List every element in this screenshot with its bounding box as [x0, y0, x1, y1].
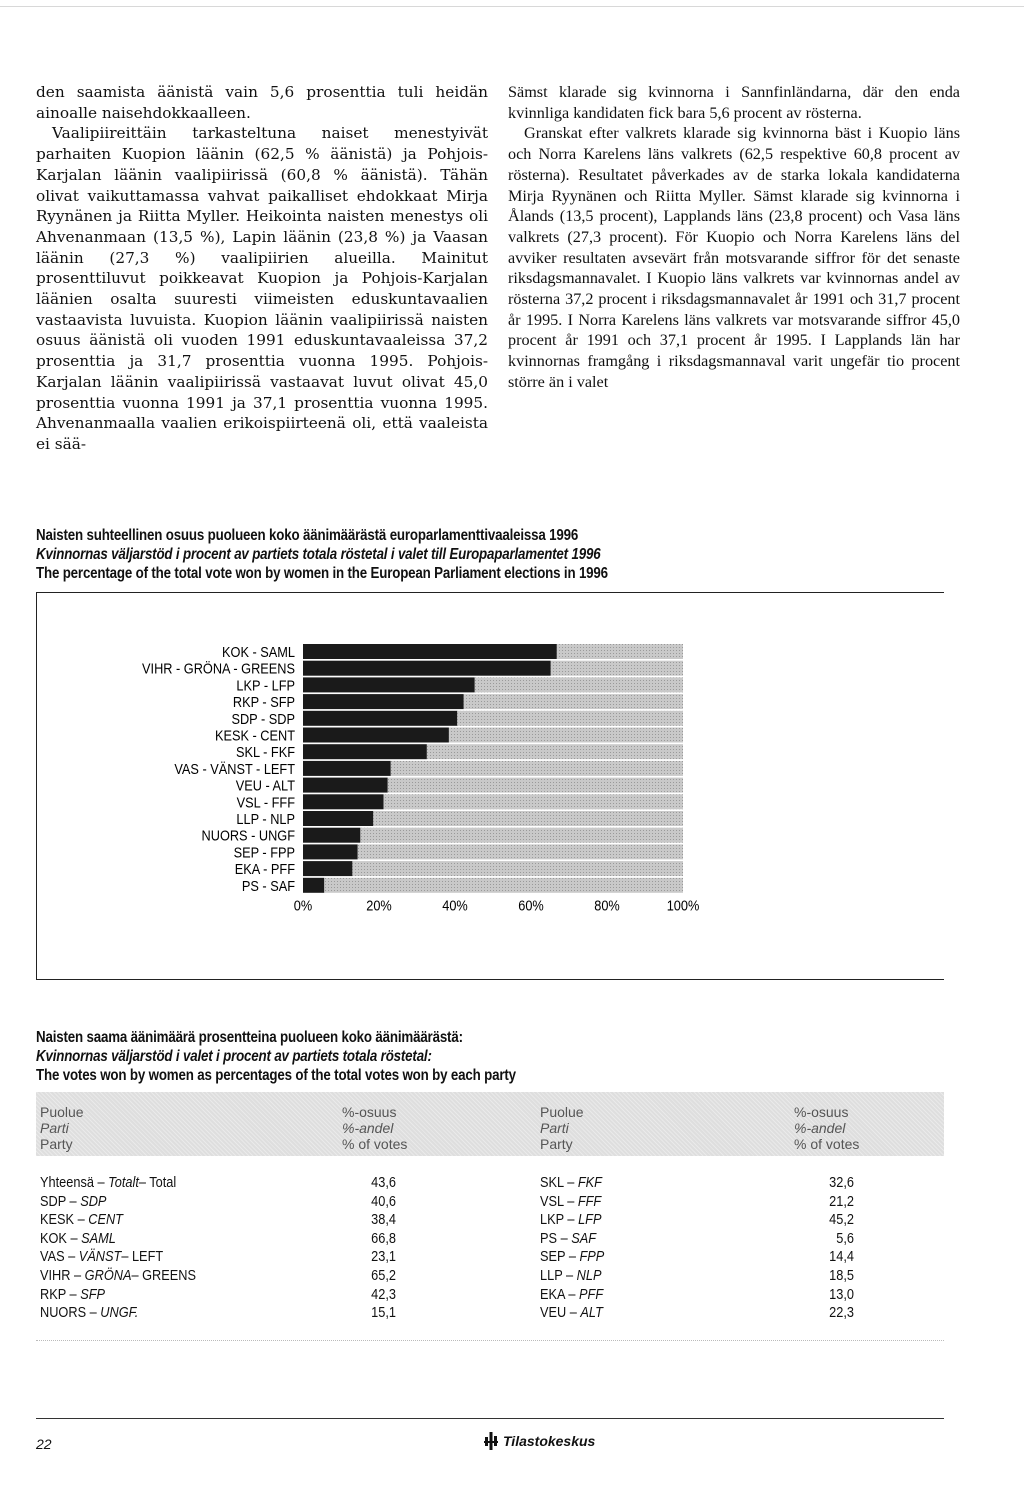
x-tick-label: 100%: [666, 897, 700, 914]
top-rule: [0, 6, 1024, 7]
category-label: KESK - CENT: [214, 727, 295, 744]
header-share-right: %-osuus %-andel % of votes: [794, 1104, 860, 1152]
bar-remainder: [388, 778, 683, 793]
bar-remainder: [358, 844, 683, 859]
bar-women-share: [303, 794, 384, 809]
x-tick-label: 20%: [366, 897, 392, 914]
header-party-left: Puolue Parti Party: [40, 1104, 84, 1152]
bar-remainder: [449, 728, 683, 743]
paragraph: Sämst klarade sig kvinnorna i Sannfinländarna, där den enda kvinnliga kandidaten fick bara 5,6 procent av rösterna.: [508, 83, 960, 122]
category-label: PS - SAF: [241, 878, 295, 894]
table-title-fi: Naisten saama äänimäärä prosentteina puolueen koko äänimäärästä:: [36, 1029, 463, 1046]
table-row-value: 40,6: [371, 1193, 396, 1210]
category-label: RKP - SFP: [232, 694, 295, 711]
category-label: VAS - VÄNST - LEFT: [174, 761, 295, 778]
table-row-value: 32,6: [829, 1175, 854, 1191]
table-row-label: RKP – SFP: [40, 1286, 106, 1303]
bar-chart: [37, 593, 945, 981]
bars: [303, 644, 683, 893]
table-row-label: Yhteensä – Totalt– Total: [40, 1175, 177, 1191]
publisher-name: Tilastokeskus: [503, 1433, 596, 1449]
page-number: 22: [36, 1436, 52, 1452]
bar-women-share: [303, 828, 360, 843]
bar-women-share: [303, 644, 557, 659]
bar-remainder: [457, 711, 683, 726]
table-row-label: SEP – FPP: [540, 1249, 605, 1266]
category-label: SDP - SDP: [231, 711, 295, 727]
bar-remainder: [475, 677, 683, 692]
bar-women-share: [303, 728, 449, 743]
x-tick-label: 40%: [442, 897, 468, 914]
bar-women-share: [303, 878, 324, 893]
text-column-finnish: [36, 82, 488, 455]
table-row-label: LKP – LFP: [540, 1212, 602, 1229]
bar-remainder: [360, 828, 683, 843]
bar-women-share: [303, 844, 358, 859]
table-header: [36, 1092, 944, 1156]
table-row-value: 38,4: [371, 1212, 396, 1229]
table-row-value: 45,2: [829, 1212, 854, 1229]
category-label: SEP - FPP: [233, 844, 295, 861]
category-label: VEU - ALT: [235, 777, 295, 794]
bar-women-share: [303, 677, 475, 692]
x-tick-label: 80%: [594, 897, 620, 914]
table-row-value: 15,1: [371, 1305, 396, 1322]
table-row-label: VEU – ALT: [540, 1305, 603, 1322]
bar-women-share: [303, 711, 457, 726]
table-row-label: VSL – FFF: [540, 1193, 602, 1210]
tilastokeskus-icon: [484, 1432, 498, 1450]
bar-women-share: [303, 761, 391, 776]
table-row-value: 23,1: [371, 1249, 396, 1266]
chart-title-en: The percentage of the total vote won by women in the European Parliament elections in 1996: [36, 565, 608, 582]
bar-remainder: [464, 694, 683, 709]
category-label: VSL - FFF: [236, 794, 295, 811]
table-row-label: NUORS – UNGF.: [40, 1305, 139, 1322]
category-label: SKL - FKF: [235, 744, 295, 761]
bar-remainder: [384, 794, 683, 809]
bar-women-share: [303, 811, 373, 826]
footer-rule: [36, 1418, 944, 1419]
table-row-value: 43,6: [371, 1175, 396, 1191]
table-row-value: 21,2: [829, 1193, 854, 1210]
bar-women-share: [303, 778, 388, 793]
table-row-value: 65,2: [371, 1268, 396, 1284]
bar-women-share: [303, 744, 427, 759]
table-row-value: 42,3: [371, 1286, 396, 1303]
header-party-right: Puolue Parti Party: [540, 1104, 584, 1152]
table-bottom-rule: [36, 1340, 944, 1341]
bar-remainder: [391, 761, 683, 776]
chart-title: [36, 526, 608, 583]
table-row-value: 18,5: [829, 1268, 854, 1284]
table-row-label: VIHR – GRÖNA– GREENS: [40, 1268, 197, 1284]
bar-remainder: [551, 661, 683, 676]
table-row-label: KESK – CENT: [40, 1212, 123, 1229]
bar-remainder: [427, 744, 683, 759]
table-row-value: 14,4: [829, 1249, 854, 1266]
table-row-value: 66,8: [371, 1230, 396, 1247]
table-row-label: SDP – SDP: [40, 1193, 107, 1210]
table-title-en: The votes won by women as percentages of the total votes won by each party: [36, 1067, 516, 1084]
table-row-label: EKA – PFF: [540, 1286, 604, 1303]
chart-title-fi: Naisten suhteellinen osuus puolueen koko äänimäärästä europarlamenttivaaleissa 1996: [36, 527, 579, 544]
paragraph: Vaalipiireittäin tarkasteltuna naiset menestyivät parhaiten Kuopion läänin (62,5 % äänistä) ja Pohjois-Karjalan läänin vaalipiirissä (60,8 % äänistä). Tähän olivat vaikuttamassa vahvat paikalliset ehdokkaat Mirja Ryynänen ja Riitta Myller. Heikointa naisten menestys oli Ahvenanmaan (13,5 %), Lapin läänin (23,8 %) ja Vaasan läänin (27,3 %) vaalipiirien alueilla. Mainitut prosenttiluvut poikkeavat Kuopion ja Pohjois-Karjalan läänien osalta suuresti viimeisten eduskuntavaalien vastaavista luvuista. Kuopion läänin vaalipiirissä naisten osuus äänistä oli vuoden 1991 eduskuntavaaleissa 37,2 prosenttia ja 31,7 prosenttia vuonna 1995. Pohjois-Karjalan läänin vaalipiirissä vastaavat luvut olivat 45,0 prosenttia vuonna 1991 ja 37,1 prosenttia vuonna 1995. Ahvenanmaalla vaalien erikoispiirteenä oli, että vaaleista ei sää-: [36, 124, 488, 453]
bar-remainder: [324, 878, 683, 893]
x-tick-label: 0%: [293, 897, 313, 914]
table-title: [36, 1028, 516, 1085]
category-label: VIHR - GRÖNA - GREENS: [142, 660, 295, 677]
table-row-value: 22,3: [829, 1305, 854, 1322]
bar-remainder: [557, 644, 683, 659]
category-labels: [142, 644, 296, 894]
header-share-left: %-osuus %-andel % of votes: [342, 1104, 408, 1152]
publisher-logo: [484, 1432, 595, 1450]
bar-women-share: [303, 661, 551, 676]
table-row-value: 5,6: [836, 1230, 854, 1247]
table-row-label: PS – SAF: [540, 1230, 597, 1247]
text-column-swedish: [508, 82, 960, 393]
category-label: EKA - PFF: [234, 861, 295, 878]
table-row-value: 13,0: [829, 1286, 854, 1303]
category-label: LKP - LFP: [236, 677, 295, 694]
paragraph: Granskat efter valkrets klarade sig kvinnorna bäst i Kuopio läns och Norra Karelens läns valkrets (62,5 respektive 60,8 procent av rösterna). Resultatet påverkades av de starka lokala kandidaterna Mirja Ryynänen och Riitta Myller. Sämst klarade sig kvinnorna i Ålands (13,5 procent), Lapplands läns (23,8 procent) och Vasa läns valkrets (27,3 procent). För Kuopio och Norra Karelens läns del avviker resultaten avsevärt från motsvarande siffror för det senaste riksdagsmannavalet. I Kuopio läns valkrets var kvinnornas andel av rösterna 37,2 procent i riksdagsmannavalet år 1991 och 31,7 procent år 1995. I Norra Karelens läns valkrets var motsvarande siffror 45,0 procent år 1991 och 37,1 procent år 1995. I Lapplands län har kvinnornas framgång i riksdagsmannaval varit ungefär tio procent större än i valet: [508, 124, 960, 391]
x-tick-label: 60%: [518, 897, 544, 914]
bar-remainder: [373, 811, 683, 826]
table-row-label: KOK – SAML: [40, 1230, 116, 1247]
bar-women-share: [303, 861, 352, 876]
table-row-label: SKL – FKF: [540, 1175, 602, 1191]
chart-title-sv: Kvinnornas väljarstöd i procent av partiets totala röstetal i valet till Europaparlamentet 1996: [36, 546, 601, 563]
paragraph: den saamista äänistä vain 5,6 prosenttia tuli heidän ainoalle naisehdokkaalleen.: [36, 83, 488, 122]
table-row-label: LLP – NLP: [540, 1268, 602, 1284]
table-row-label: VAS – VÄNST– LEFT: [40, 1249, 164, 1266]
tick-labels: [294, 898, 700, 914]
table-title-sv: Kvinnornas väljarstöd i valet i procent av partiets totala röstetal:: [36, 1048, 432, 1065]
chart-frame: [36, 592, 944, 980]
category-label: KOK - SAML: [222, 644, 295, 661]
bar-remainder: [352, 861, 683, 876]
category-label: LLP - NLP: [236, 811, 295, 828]
bar-women-share: [303, 694, 464, 709]
category-label: NUORS - UNGF: [201, 827, 295, 844]
